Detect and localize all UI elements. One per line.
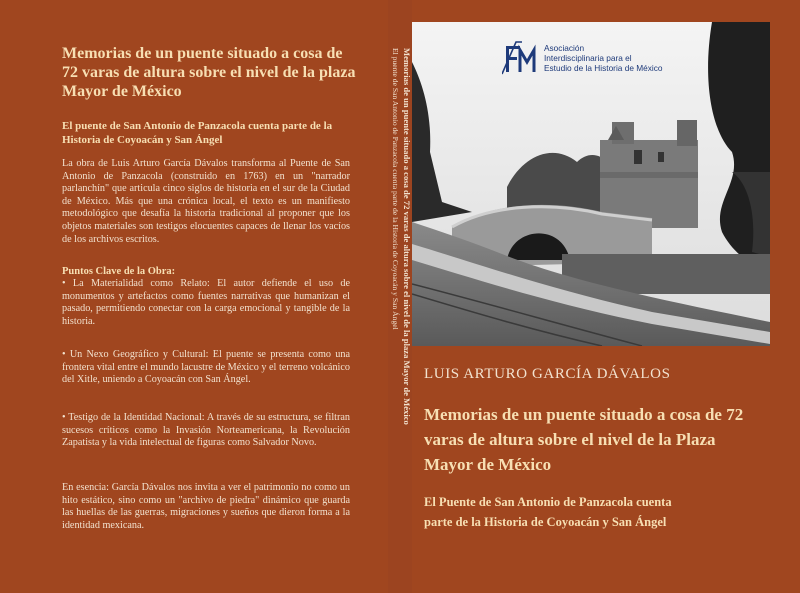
key-point-item: • Testigo de la Identidad Nacional: A través de su estructura, se filtran sucesos críticos como la Invasión Norteamericana, la Revolución Zapatista y la vida intelectual de figuras como Salvador Novo. (62, 412, 350, 449)
logo-text (544, 43, 663, 73)
spine-text (388, 48, 412, 593)
key-point-item: • La Materialidad como Relato: El autor defiende el uso de monumentos y artefactos como fuentes narrativas que humanizan el pasado, permitiendo conectar con la carga emocional y tangible de la historia. (62, 278, 350, 327)
logo-line: Interdisciplinaria para el (544, 53, 632, 63)
logo-line: Estudio de la Historia de México (544, 63, 663, 73)
back-cover-subtitle: El puente de San Antonio de Panzacola cuenta parte de la Historia de Coyoacán y San Ángel (62, 120, 333, 146)
front-cover-subtitle (424, 492, 764, 532)
aiehm-logo-mark (502, 40, 538, 76)
author-name: LUIS ARTURO GARCÍA DÁVALOS (424, 366, 671, 382)
front-cover-title: Memorias de un puente situado a cosa de 72 varas de altura sobre el nivel de la Plaza Mayor de México (424, 405, 744, 474)
logo-line: Asociación (544, 43, 585, 53)
front-subtitle-line: parte de la Historia de Coyoacán y San Ángel (424, 515, 667, 529)
synopsis-paragraph: La obra de Luis Arturo García Dávalos transforma al Puente de San Antonio de Panzacola (construido en 1763) en un "narrador parlanchín" que articula cinco siglos de historia en el sur de la Ciudad de México. Más que una crónica local, el texto es un manifiesto metodológico que desafía la historia tradicional al proponer que los objetos materiales son testigos elocuentes capaces de llenar los vacíos de los archivos escritos. (62, 158, 350, 245)
spine-title: Memorias de un puente situado a cosa de 72 varas de altura sobre el nivel de la plaza Mayor de México (402, 48, 412, 425)
essence-paragraph: En esencia: García Dávalos nos invita a ver el patrimonio no como un hito estático, sino como un "archivo de piedra" dinámico que guarda las huellas de las guerras, migraciones y sueños que dieron forma a la identidad mexicana. (62, 482, 350, 531)
spine-subtitle: El puente de San Antonio de Panzacola cuenta parte de la Historia de Coyoacán y San Ángel (391, 48, 400, 330)
key-point-item: • Un Nexo Geográfico y Cultural: El puente se presenta como una frontera vital entre el mundo lacustre de México y el terreno volcánico del Xitle, uniendo a Coyoacán con San Ángel. (62, 349, 350, 386)
back-cover (0, 0, 388, 593)
aiehm-logo (502, 40, 702, 80)
book-spine (388, 0, 412, 593)
back-cover-title: Memorias de un puente situado a cosa de 72 varas de altura sobre el nivel de la plaza Mayor de México (62, 45, 356, 100)
front-subtitle-line: El Puente de San Antonio de Panzacola cuenta (424, 495, 672, 509)
key-points-heading: Puntos Clave de la Obra: (62, 266, 176, 277)
